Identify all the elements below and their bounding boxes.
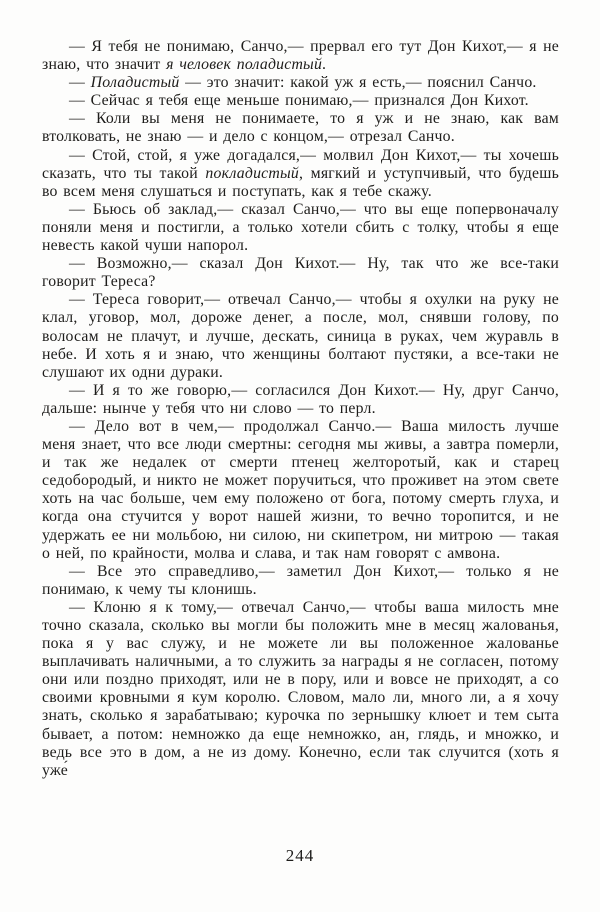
text-run: — это значит: какой уж я есть,— пояснил Санчо. bbox=[179, 74, 537, 92]
paragraph bbox=[42, 38, 559, 74]
paragraph bbox=[42, 110, 559, 146]
text-run: — Дело вот в чем,— продолжал Санчо.— Ваша милость лучше меня знает, что все люди смертны: сегодня мы живы, а завтра померли, и так же недалек от смерти птенец желторотый, как и старец седобородый, и никто не может поручиться, что проживет на этом свете хоть на час больше, чем ему положено от бога, потому смерть глуха, и когда она стучится у ворот нашей жизни, то вечно торопится, и не удержать ее ни мольбою, ни силою, ни скипетром, ни митрою — такая о ней, по крайности, молва и слава, и так нам говорят с амвона. bbox=[42, 417, 559, 562]
paragraph bbox=[42, 74, 559, 92]
page-text bbox=[42, 38, 559, 780]
text-run: . bbox=[322, 56, 327, 74]
text-run: , мягкий и уступчивый, что будешь во всем меня слушаться и поступать, как я тебе скажу. bbox=[42, 164, 559, 200]
paragraph bbox=[42, 92, 559, 110]
text-run: — bbox=[69, 74, 91, 92]
text-run: — Все это справедливо,— заметил Дон Кихот,— только я не понимаю, к чему ты клонишь. bbox=[42, 562, 559, 598]
italic-text-run: я человек поладистый bbox=[166, 56, 323, 74]
text-run: — И я то же говорю,— согласился Дон Кихот.— Ну, друг Санчо, дальше: нынче у тебя что ни слово — то перл. bbox=[42, 381, 559, 417]
text-run: — Возможно,— сказал Дон Кихот.— Ну, так что же все-таки говорит Тереса? bbox=[42, 255, 559, 291]
text-run: — Сейчас я тебя еще меньше понимаю,— признался Дон Кихот. bbox=[69, 92, 529, 110]
paragraph bbox=[42, 382, 559, 418]
text-run: — Клоню я к тому,— отвечал Санчо,— чтобы ваша милость мне точно сказала, сколько вы могли бы положить мне в месяц жалованья, пока я у вас служу, и не можете ли вы положенное жалованье выплачивать наличными, а то служить за награды я не согласен, потому они или поздно приходят, или не в пору, или и вовсе не приходят, а со своими кровными я кум королю. Словом, мало ли, много ли, а я хочу знать, сколько я зарабатываю; курочка по зернышку клюет и тем сыта бывает, а потом: немножко да еще немножко, ан, глядь, и множко, и ведь все это в дом, а не из дому. Конечно, если так случится (хоть я уже́ bbox=[42, 598, 559, 779]
text-run: — Тереса говорит,— отвечал Санчо,— чтобы я охулки на руку не клал, уговор, мол, дороже денег, а после, мол, снявши голову, по волосам не плачут, и лучше, дескать, синица в руках, чем журавль в небе. И хоть я и знаю, что женщины болтают пустяки, а все-таки не слушают их одни дураки. bbox=[42, 291, 559, 381]
paragraph bbox=[42, 291, 559, 381]
paragraph bbox=[42, 599, 559, 780]
text-run: — Стой, стой, я уже догадался,— молвил Дон Кихот,— ты хочешь сказать, что ты такой bbox=[42, 146, 559, 182]
text-run: — Коли вы меня не понимаете, то я уж и не знаю, как вам втолковать, не знаю — и дело с концом,— отрезал Санчо. bbox=[42, 110, 559, 146]
text-run: — Бьюсь об заклад,— сказал Санчо,— что вы еще попервоначалу поняли меня и постигли, а только хотели сбить с толку, чтобы я еще невесть какой чуши напорол. bbox=[42, 200, 559, 255]
paragraph bbox=[42, 255, 559, 291]
paragraph bbox=[42, 147, 559, 201]
paragraph bbox=[42, 563, 559, 599]
paragraph bbox=[42, 201, 559, 255]
italic-text-run: Поладистый bbox=[90, 74, 180, 92]
paragraph bbox=[42, 418, 559, 563]
italic-text-run: покладистый bbox=[205, 164, 299, 182]
text-run: — Я тебя не понимаю, Санчо,— прервал его тут Дон Кихот,— я не знаю, что значит bbox=[42, 38, 559, 74]
page-number: 244 bbox=[285, 846, 315, 865]
